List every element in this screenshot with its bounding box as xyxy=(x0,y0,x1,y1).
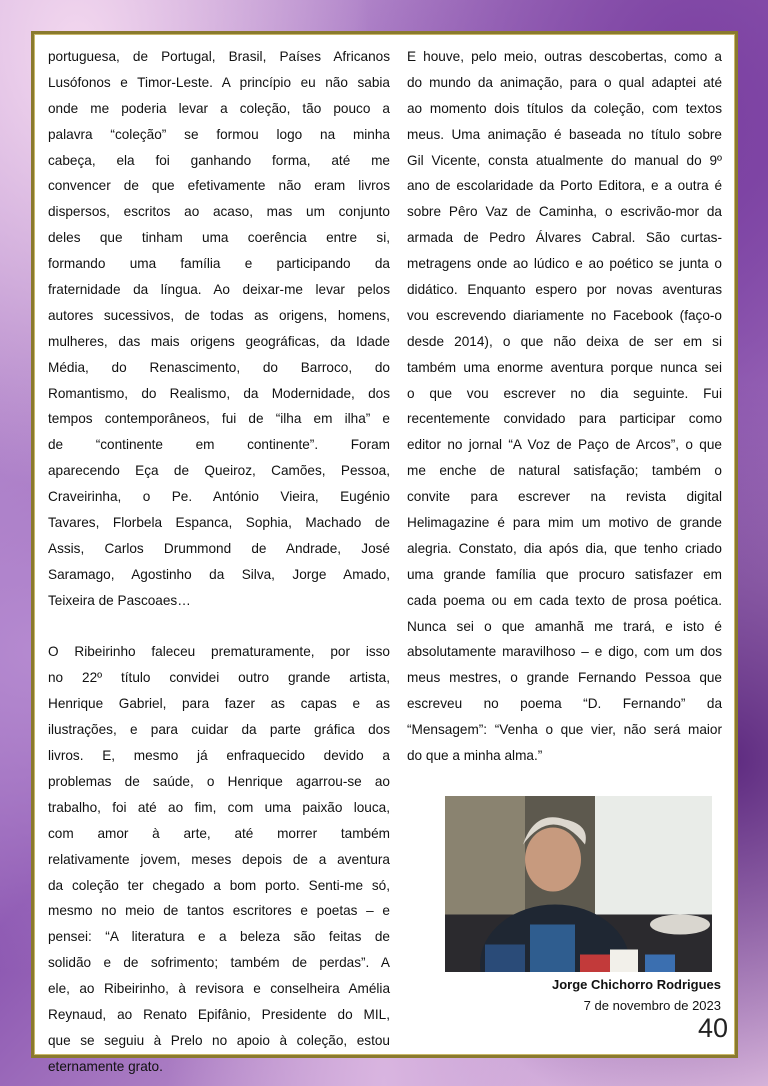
text-line: mesmo no meio de tantos escritores e poetas – e xyxy=(48,903,390,919)
text-line: convite para escrever na revista digital xyxy=(407,489,722,505)
text-line: absolutamente maravilhoso – e digo, com um dos xyxy=(407,644,722,660)
text-line: recentemente convidado para participar como xyxy=(407,411,722,427)
text-line: no 22º título convidei outro grande artista, xyxy=(48,670,390,686)
text-line: Craveirinha, o Pe. António Vieira, Eugénio xyxy=(48,489,390,505)
text-line: tempos contemporâneos, fui de “ilha em ilha” e xyxy=(48,411,390,427)
text-line: Média, do Renascimento, do Barroco, do xyxy=(48,359,390,375)
text-line: palavra “coleção” se formou logo na minha xyxy=(48,126,390,142)
paragraph-gap xyxy=(48,614,390,640)
text-line: Reynaud, ao Renato Epifânio, Presidente do MIL, xyxy=(48,1006,390,1022)
text-line: Tavares, Florbela Espanca, Sophia, Machado de xyxy=(48,515,390,531)
text-line: eternamente grato. xyxy=(48,1058,163,1074)
text-line: cada poema ou em cada texto de prosa poética. xyxy=(407,592,722,608)
text-line: editor no jornal “A Voz de Paço de Arcos”, o que xyxy=(407,437,722,453)
text-line: alegria. Constato, dia após dia, que tenho criado xyxy=(407,540,722,556)
text-line: livros. E, mesmo já enfraquecido devido a xyxy=(48,748,390,764)
text-line: Henrique Gabriel, para fazer as capas e as xyxy=(48,696,390,712)
text-line: ao momento dois títulos da coleção, com textos xyxy=(407,100,722,116)
text-line: dispersos, escritos ao acaso, mas um conjunto xyxy=(48,204,390,220)
text-line: o que vou escrever no dia seguinte. Fui xyxy=(407,385,722,401)
text-line: “Mensagem”: “Venha o que vier, não será maior xyxy=(407,722,722,738)
text-line: Assis, Carlos Drummond de Andrade, José xyxy=(48,540,390,556)
text-line: escreveu no poema “D. Fernando” da xyxy=(407,696,722,712)
text-line: ano de escolaridade da Porto Editora, e a outra é xyxy=(407,178,722,194)
text-line: ilustrações, e para cuidar da parte gráfica dos xyxy=(48,722,390,738)
text-line: Lusófonos e Timor-Leste. A princípio eu não sabia xyxy=(48,74,390,90)
text-line: sobre Pêro Vaz de Caminha, o escrivão-mor da xyxy=(407,204,722,220)
text-line: Gil Vicente, consta atualmente do manual do 9º xyxy=(407,152,722,168)
text-line: didático. Enquanto espero por novas aventuras xyxy=(407,282,722,298)
text-line: com amor à arte, até morrer também xyxy=(48,825,390,841)
text-line: onde me poderia levar a coleção, tão pouco a xyxy=(48,100,390,116)
text-line: relativamente jovem, meses depois de a aventura xyxy=(48,851,390,867)
text-line: Saramago, Agostinho da Silva, Jorge Amado, xyxy=(48,566,390,582)
author-name: Jorge Chichorro Rodrigues xyxy=(551,977,721,992)
text-line: mulheres, das mais origens geográficas, da Idade xyxy=(48,333,390,349)
text-line: O Ribeirinho faleceu prematuramente, por isso xyxy=(48,644,390,660)
text-line: convencer de que efetivamente não eram livros xyxy=(48,178,390,194)
text-line: Helimagazine é para mim um motivo de grande xyxy=(407,515,722,531)
text-line: do mundo da animação, para o qual adaptei até xyxy=(407,74,722,90)
text-line: fraternidade da língua. Ao deixar-me levar pelos xyxy=(48,282,390,298)
text-line: formando uma família e participando da xyxy=(48,256,390,272)
text-line: aparecendo Eça de Queiroz, Camões, Pessoa, xyxy=(48,463,390,479)
author-photo xyxy=(445,796,712,972)
text-line: portuguesa, de Portugal, Brasil, Países Africanos xyxy=(48,49,390,64)
text-line: meus mestres, o grande Fernando Pessoa que xyxy=(407,670,722,686)
text-line: metragens onde ao lúdico e ao poético se junta o xyxy=(407,256,722,272)
text-line: Nunca sei o que amanhã me trará, e isto é xyxy=(407,618,722,634)
text-line: do que a minha alma.” xyxy=(407,748,543,764)
article-date: 7 de novembro de 2023 xyxy=(583,998,721,1013)
text-line: Romantismo, do Realismo, da Modernidade, dos xyxy=(48,385,390,401)
text-line: que se seguiu à Prelo no apoio à coleção, estou xyxy=(48,1032,390,1048)
text-line: E houve, pelo meio, outras descobertas, como a xyxy=(407,49,722,64)
text-line: cabeça, ela foi ganhando forma, até me xyxy=(48,152,390,168)
text-line: deles que tinham uma coerência entre si, xyxy=(48,230,390,246)
text-line: me enche de natural satisfação; também o xyxy=(407,463,722,479)
page-number: 40 xyxy=(697,1013,728,1043)
left-column xyxy=(48,44,390,1080)
text-line: autores sucessivos, de todas as origens, homens, xyxy=(48,307,390,323)
text-line: desde 2014), o que não deixa de ser em si xyxy=(407,333,722,349)
text-line: pensei: “A literatura e a beleza são feitas de xyxy=(48,929,390,945)
text-line: de “continente em continente”. Foram xyxy=(48,437,390,453)
text-line: armada de Pedro Álvares Cabral. São curtas- xyxy=(407,230,722,246)
text-line: da coleção ter chegado a bom porto. Senti-me só, xyxy=(48,877,390,893)
right-column xyxy=(407,44,722,769)
text-line: solidão e de sofrimento; também de perdas”. A xyxy=(48,955,390,971)
text-line: Teixeira de Pascoaes… xyxy=(48,592,191,608)
text-line: vou escrevendo diariamente no Facebook (faço-o xyxy=(407,307,722,323)
text-line: uma grande família que procuro satisfazer em xyxy=(407,566,722,582)
text-line: trabalho, foi até ao fim, com uma paixão louca, xyxy=(48,799,390,815)
text-line: problemas de saúde, o Henrique agarrou-se ao xyxy=(48,773,390,789)
text-line: ele, ao Ribeirinho, à revisora e conselheira Amélia xyxy=(48,981,390,997)
text-line: meus. Uma animação é baseada no título sobre xyxy=(407,126,722,142)
text-line: também uma enorme aventura porque nunca sei xyxy=(407,359,722,375)
